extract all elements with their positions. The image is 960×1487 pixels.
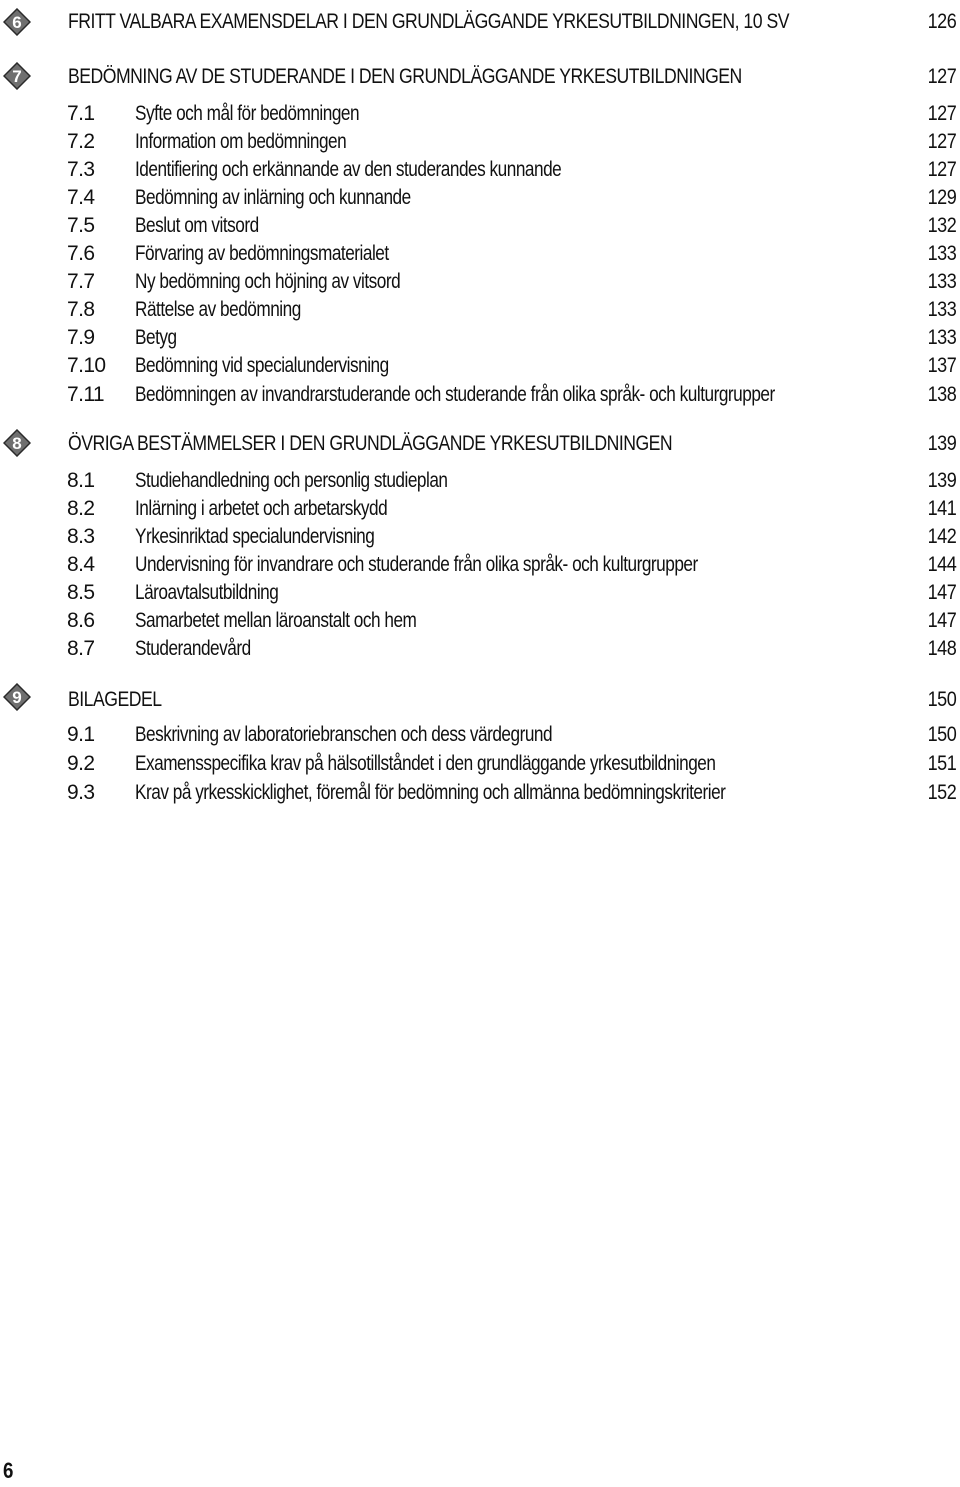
section-title: Förvaring av bedömningsmaterialet <box>135 242 389 265</box>
chapter-title: BILAGEDEL <box>68 688 162 711</box>
chapter-title: BEDÖMNING AV DE STUDERANDE I DEN GRUNDLÄGGANDE YRKESUTBILDNINGEN <box>68 65 742 88</box>
toc-section-7-6[interactable] <box>0 240 960 268</box>
section-title: Studiehandledning och personlig studieplan <box>135 469 448 492</box>
section-title: Ny bedömning och höjning av vitsord <box>135 270 401 293</box>
section-number: 8.2 <box>67 497 95 520</box>
page-number: 142 <box>927 525 956 548</box>
page-number: 133 <box>927 270 956 293</box>
page-number: 126 <box>927 10 956 33</box>
section-title: Undervisning för invandrare och studerande från olika språk- och kulturgrupper <box>135 553 698 576</box>
section-number: 7.7 <box>67 270 95 293</box>
page-number: 133 <box>927 242 956 265</box>
toc-section-8-2[interactable] <box>0 495 960 523</box>
section-title: Identifiering och erkännande av den studerandes kunnande <box>135 158 562 181</box>
section-title: Inlärning i arbetet och arbetarskydd <box>135 497 388 520</box>
section-title: Yrkesinriktad specialundervisning <box>135 525 375 548</box>
toc-section-7-4[interactable] <box>0 184 960 212</box>
toc-section-9-2[interactable] <box>0 750 960 778</box>
section-number: 7.6 <box>67 242 95 265</box>
section-number: 7.9 <box>67 326 95 349</box>
page-number: 144 <box>927 553 956 576</box>
page-folio-number: 6 <box>3 1458 14 1483</box>
page-number: 141 <box>927 497 956 520</box>
section-title: Beskrivning av laboratoriebranschen och dess värdegrund <box>135 723 553 746</box>
section-number: 8.4 <box>67 553 95 576</box>
section-number: 8.7 <box>67 637 95 660</box>
toc-section-7-7[interactable] <box>0 268 960 296</box>
page-number: 147 <box>927 581 956 604</box>
page-number: 133 <box>927 298 956 321</box>
toc-section-7-2[interactable] <box>0 128 960 156</box>
section-number: 9.1 <box>67 723 95 746</box>
toc-section-8-4[interactable] <box>0 551 960 579</box>
section-title: Studerandevård <box>135 637 251 660</box>
toc-section-8-6[interactable] <box>0 607 960 635</box>
section-title: Bedömning vid specialundervisning <box>135 354 389 377</box>
section-number: 7.11 <box>67 383 104 406</box>
page-number: 137 <box>927 354 956 377</box>
section-title: Examensspecifika krav på hälsotillståndet i den grundläggande yrkesutbildningen <box>135 752 716 775</box>
toc-chapter-6[interactable] <box>0 8 960 36</box>
toc-section-8-5[interactable] <box>0 579 960 607</box>
toc-section-7-1[interactable] <box>0 100 960 128</box>
section-number: 7.8 <box>67 298 95 321</box>
section-number: 7.2 <box>67 130 95 153</box>
svg-text:9: 9 <box>12 688 22 707</box>
toc-section-8-7[interactable] <box>0 635 960 663</box>
page-number: 139 <box>927 432 956 455</box>
svg-text:8: 8 <box>12 434 22 453</box>
page-number: 133 <box>927 326 956 349</box>
toc-section-7-10[interactable] <box>0 352 960 380</box>
section-title: Betyg <box>135 326 177 349</box>
section-title: Läroavtalsutbildning <box>135 581 279 604</box>
section-title: Samarbetet mellan läroanstalt och hem <box>135 609 417 632</box>
toc-section-7-8[interactable] <box>0 296 960 324</box>
toc-section-7-11[interactable] <box>0 381 960 409</box>
toc-chapter-9[interactable] <box>0 686 960 714</box>
page-number: 150 <box>927 723 956 746</box>
section-number: 7.5 <box>67 214 95 237</box>
toc-section-8-3[interactable] <box>0 523 960 551</box>
chapter-title: ÖVRIGA BESTÄMMELSER I DEN GRUNDLÄGGANDE YRKESUTBILDNINGEN <box>68 432 673 455</box>
section-title: Krav på yrkesskicklighet, föremål för bedömning och allmänna bedömningskriterier <box>135 781 726 804</box>
svg-text:6: 6 <box>12 13 22 32</box>
toc-section-7-9[interactable] <box>0 324 960 352</box>
toc-section-7-5[interactable] <box>0 212 960 240</box>
svg-text:7: 7 <box>12 67 22 86</box>
page-number: 151 <box>927 752 956 775</box>
page-number: 147 <box>927 609 956 632</box>
page-number: 132 <box>927 214 956 237</box>
toc-section-9-1[interactable] <box>0 721 960 749</box>
section-number: 9.3 <box>67 781 95 804</box>
section-title: Bedömningen av invandrarstuderande och studerande från olika språk- och kulturgrupper <box>135 383 775 406</box>
toc-section-9-3[interactable] <box>0 779 960 807</box>
page-number: 127 <box>927 65 956 88</box>
page-number: 138 <box>927 383 956 406</box>
section-number: 9.2 <box>67 752 95 775</box>
chapter-title: FRITT VALBARA EXAMENSDELAR I DEN GRUNDLÄGGANDE YRKESUTBILDNINGEN, 10 SV <box>68 10 789 33</box>
section-number: 8.5 <box>67 581 95 604</box>
page-number: 152 <box>927 781 956 804</box>
section-title: Rättelse av bedömning <box>135 298 301 321</box>
section-number: 8.1 <box>67 469 95 492</box>
page-number: 127 <box>927 102 956 125</box>
page-number: 127 <box>927 158 956 181</box>
section-number: 7.3 <box>67 158 95 181</box>
section-number: 8.3 <box>67 525 95 548</box>
toc-chapter-8[interactable] <box>0 430 960 458</box>
toc-chapter-7[interactable] <box>0 63 960 91</box>
section-number: 7.1 <box>67 102 95 125</box>
page-number: 129 <box>927 186 956 209</box>
toc-section-8-1[interactable] <box>0 467 960 495</box>
page-number: 150 <box>927 688 956 711</box>
section-title: Beslut om vitsord <box>135 214 259 237</box>
section-number: 7.10 <box>67 354 106 377</box>
section-number: 8.6 <box>67 609 95 632</box>
toc-section-7-3[interactable] <box>0 156 960 184</box>
page-number: 148 <box>927 637 956 660</box>
section-title: Information om bedömningen <box>135 130 347 153</box>
section-number: 7.4 <box>67 186 95 209</box>
page-number: 139 <box>927 469 956 492</box>
section-title: Syfte och mål för bedömningen <box>135 102 360 125</box>
section-title: Bedömning av inlärning och kunnande <box>135 186 411 209</box>
page-number: 127 <box>927 130 956 153</box>
